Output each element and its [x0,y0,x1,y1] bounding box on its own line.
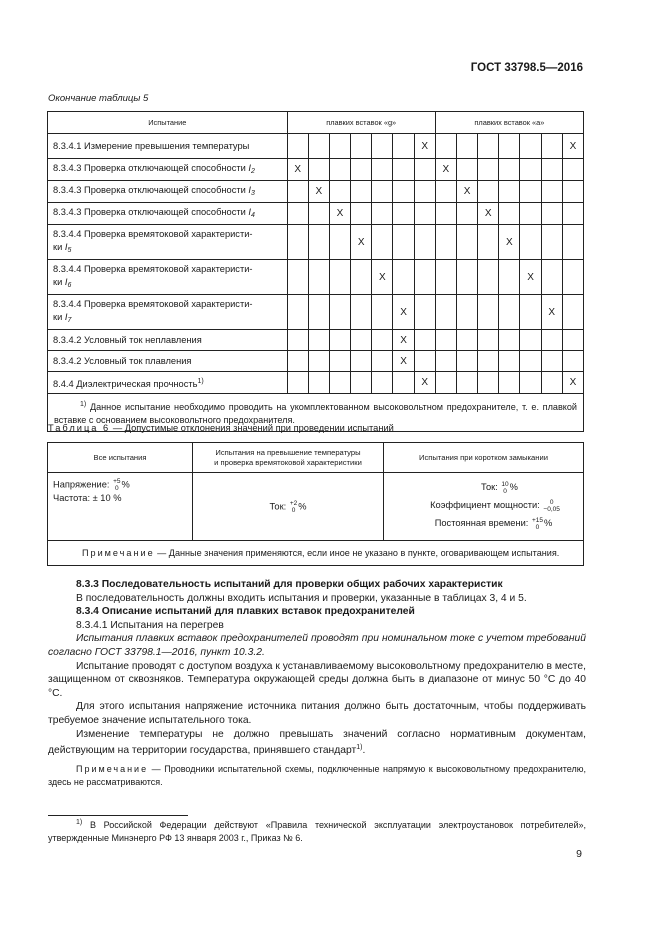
mark-cell [478,372,499,394]
mark-cell [329,330,350,351]
mark-cell [435,372,456,394]
mark-cell [329,159,350,181]
mark-cell [499,159,520,181]
test-name: 8.3.4.4 Проверка времятоковой характеристи- ки $I_5$ [48,225,288,260]
mark-cell [351,330,372,351]
test-name: 8.3.4.3 Проверка отключающей способности $I_3$ [48,181,288,203]
mark-cell [287,330,308,351]
t6-all-cell: Напряжение: +5 0 % Частота: ± 10 % [48,473,193,541]
para-2: Для этого испытания напряжение источника питания должно быть достаточным, чтобы поддерживать требуемое значение испытательного тока. [48,701,586,726]
mark-cell [308,203,329,225]
mark-cell [562,203,583,225]
mark-cell [456,159,477,181]
t6-h-all: Все испытания [48,443,193,473]
test-name: 8.3.4.2 Условный ток плавления [48,351,288,372]
col-a-header: плавких вставок «a» [435,112,583,134]
mark-cell [329,134,350,159]
mark-cell [351,260,372,295]
mark-cell [435,203,456,225]
mark-cell [287,260,308,295]
heading-8-3-4-1: 8.3.4.1 Испытания на перегрев [76,619,224,631]
mark-cell [372,181,393,203]
mark-cell [499,134,520,159]
mark-cell [520,295,541,330]
mark-cell [456,225,477,260]
mark-cell [329,225,350,260]
table-row [48,351,584,372]
table5-header-row [48,112,584,134]
table5-footnote: $^{1)}$ Данное испытание необходимо проводить на укомплектованном высоковольтном предохранителе, т. е. плавкой вставке с основанием высоковольтного предохранителя. [48,394,584,432]
mark-cell [414,351,435,372]
mark-cell [414,260,435,295]
test-name: 8.3.4.4 Проверка времятоковой характеристи- ки $I_6$ [48,260,288,295]
mark-cell [414,181,435,203]
mark-cell [520,330,541,351]
mark-cell [520,134,541,159]
table6-header-row [48,443,584,473]
mark-cell [562,295,583,330]
table-6 [47,442,584,566]
mark-cell [435,181,456,203]
table-row [48,372,584,394]
test-name: 8.3.4.4 Проверка времятоковой характеристи- ки $I_7$ [48,295,288,330]
mark-cell [562,225,583,260]
mark-cell: X [414,372,435,394]
table-row [48,181,584,203]
mark-cell [308,260,329,295]
mark-cell [562,159,583,181]
table6-caption: Таблица 6 — Допустимые отклонения значений при проведении испытаний [48,423,394,433]
mark-cell [541,372,562,394]
test-name: 8.3.4.3 Проверка отключающей способности $I_4$ [48,203,288,225]
mark-cell [541,203,562,225]
mark-cell: X [308,181,329,203]
mark-cell [541,260,562,295]
mark-cell [541,181,562,203]
mark-cell [372,203,393,225]
mark-cell [520,351,541,372]
test-name: 8.3.4.3 Проверка отключающей способности $I_2$ [48,159,288,181]
mark-cell [414,203,435,225]
mark-cell [456,330,477,351]
mark-cell: X [456,181,477,203]
col-test-header: Испытание [48,112,288,134]
mark-cell [541,159,562,181]
mark-cell [414,330,435,351]
section-body [48,578,586,789]
mark-cell [414,225,435,260]
mark-cell [372,295,393,330]
mark-cell [308,134,329,159]
mark-cell [351,159,372,181]
para-3: Изменение температуры не должно превышать значений согласно нормативным документам, действующим на территории государства, принявшего стандарт$^{1)}$. [48,728,586,757]
para-8-3-3: В последовательность должны входить испытания и проверки, указанные в таблицах 3, 4 и 5. [76,592,527,604]
mark-cell [287,225,308,260]
mark-cell [478,134,499,159]
mark-cell: X [520,260,541,295]
table-row [48,295,584,330]
table-row [48,159,584,181]
mark-cell [393,372,414,394]
mark-cell [499,372,520,394]
mark-cell: X [329,203,350,225]
table-row [48,330,584,351]
mark-cell [287,181,308,203]
mark-cell [456,203,477,225]
t6-h-short: Испытания при коротком замыкании [384,443,584,473]
mark-cell [393,203,414,225]
table-row [48,260,584,295]
t6-note: Примечание — Данные значения применяются, если иное не указано в пункте, оговаривающем испытания. [48,541,584,566]
mark-cell [435,351,456,372]
note-paragraph: Примечание — Проводники испытательной схемы, подключенные напрямую к высоковольтному предохранителю, здесь не рассматриваются. [48,763,586,787]
mark-cell [478,181,499,203]
mark-cell: X [393,295,414,330]
test-name: 8.3.4.2 Условный ток неплавления [48,330,288,351]
mark-cell [478,295,499,330]
mark-cell [435,295,456,330]
mark-cell [478,260,499,295]
mark-cell [308,372,329,394]
mark-cell [456,372,477,394]
mark-cell [499,330,520,351]
table-5 [47,111,584,432]
mark-cell: X [287,159,308,181]
mark-cell [562,330,583,351]
mark-cell [329,372,350,394]
mark-cell [499,260,520,295]
col-g-header: плавких вставок «g» [287,112,435,134]
mark-cell [520,225,541,260]
t6-temp-cell: Ток: +2 0 % [193,473,384,541]
page-number: 9 [576,848,582,860]
mark-cell [541,351,562,372]
mark-cell [456,260,477,295]
mark-cell: X [393,330,414,351]
mark-cell [562,260,583,295]
mark-cell [499,351,520,372]
mark-cell [287,134,308,159]
table-row [48,134,584,159]
mark-cell [351,134,372,159]
mark-cell [329,260,350,295]
mark-cell: X [478,203,499,225]
mark-cell [308,159,329,181]
table-row [48,225,584,260]
para-1: Испытание проводят с доступом воздуха к устанавливаемому высоковольтному предохранителю в месте, защищенном от сквозняков. Температура окружающей среды должна быть в диапазоне от минус 50 °С до 40 °С. [48,660,586,699]
mark-cell: X [393,351,414,372]
mark-cell: X [562,372,583,394]
mark-cell [351,351,372,372]
mark-cell [414,159,435,181]
mark-cell [287,372,308,394]
current-tolerance: +2 0 [289,499,298,514]
standard-header: ГОСТ 33798.5—2016 [470,62,583,74]
table6-note-row [48,541,584,566]
mark-cell [329,295,350,330]
mark-cell [456,134,477,159]
mark-cell [287,295,308,330]
page-footnote: $^{1)}$ В Российской Федерации действуют «Правила технической эксплуатации электроустановок потребителей», утвержденные Минэнерго РФ 13 января 2003 г., Приказ № 6. [48,819,586,843]
heading-8-3-3: 8.3.3 Последовательность испытаний для проверки общих рабочих характеристик [76,579,503,590]
t6-short-cell: Ток: 10 0 % Коэффициент мощности: 0 −0,05 Постоянная времени: +15 0 % [384,473,584,541]
mark-cell [329,351,350,372]
mark-cell [520,372,541,394]
mark-cell [499,295,520,330]
mark-cell [372,351,393,372]
mark-cell [372,134,393,159]
mark-cell [308,351,329,372]
mark-cell [351,372,372,394]
mark-cell [435,330,456,351]
mark-cell [456,351,477,372]
mark-cell [478,159,499,181]
mark-cell: X [414,134,435,159]
mark-cell [351,181,372,203]
mark-cell [478,225,499,260]
mark-cell [478,330,499,351]
mark-cell [435,225,456,260]
mark-cell [541,330,562,351]
mark-cell: X [372,260,393,295]
mark-cell [562,181,583,203]
mark-cell [393,159,414,181]
mark-cell: X [435,159,456,181]
mark-cell: X [541,295,562,330]
mark-cell [562,351,583,372]
mark-cell: X [562,134,583,159]
mark-cell [456,295,477,330]
mark-cell [520,203,541,225]
mark-cell [308,295,329,330]
test-name: 8.4.4 Диэлектрическая прочность$^{1)}$ [48,372,288,394]
test-name: 8.3.4.1 Измерение превышения температуры [48,134,288,159]
table5-caption: Окончание таблицы 5 [48,93,149,104]
voltage-tolerance: +5 0 [113,478,121,492]
mark-cell [499,203,520,225]
mark-cell [308,225,329,260]
t6-h-temp: Испытания на превышение температуры и проверка времятоковой характеристики [193,443,384,473]
mark-cell [435,260,456,295]
mark-cell [414,295,435,330]
mark-cell [329,181,350,203]
mark-cell [499,181,520,203]
para-italic: Испытания плавких вставок предохранителей проводят при номинальном токе с учетом требований согласно ГОСТ 33798.1—2016, пункт 10.3.2. [48,633,586,658]
mark-cell [372,159,393,181]
mark-cell [372,330,393,351]
mark-cell [435,134,456,159]
mark-cell [287,351,308,372]
mark-cell [393,260,414,295]
mark-cell [520,181,541,203]
mark-cell [372,372,393,394]
table6-values-row [48,473,584,541]
mark-cell [287,203,308,225]
mark-cell [541,134,562,159]
mark-cell [541,225,562,260]
heading-8-3-4: 8.3.4 Описание испытаний для плавких вставок предохранителей [76,606,415,618]
mark-cell: X [499,225,520,260]
mark-cell [308,330,329,351]
mark-cell [393,225,414,260]
mark-cell [351,295,372,330]
table-row [48,203,584,225]
mark-cell [478,351,499,372]
mark-cell [393,134,414,159]
mark-cell: X [351,225,372,260]
mark-cell [372,225,393,260]
mark-cell [393,181,414,203]
mark-cell [520,159,541,181]
mark-cell [351,203,372,225]
